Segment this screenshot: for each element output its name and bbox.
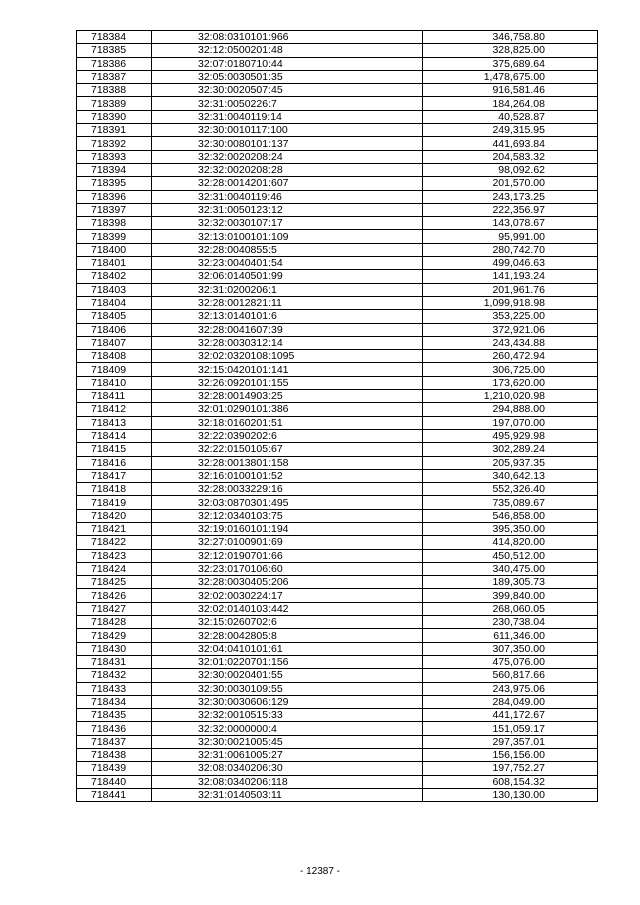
table-row	[77, 655, 598, 668]
amount-cell: 346,758.80	[423, 31, 598, 44]
record-id-cell: 718409	[77, 363, 152, 376]
table-row	[77, 323, 598, 336]
parcel-number-cell: 32:30:0020507:45	[152, 84, 423, 97]
table-row	[77, 31, 598, 44]
table-row	[77, 456, 598, 469]
amount-cell: 204,583.32	[423, 150, 598, 163]
record-id-cell: 718436	[77, 722, 152, 735]
amount-cell: 1,099,918.98	[423, 296, 598, 309]
parcel-number-cell: 32:13:0100101:109	[152, 230, 423, 243]
parcel-number-cell: 32:03:0870301:495	[152, 496, 423, 509]
table-row	[77, 270, 598, 283]
record-id-cell: 718398	[77, 217, 152, 230]
table-row	[77, 44, 598, 57]
record-id-cell: 718411	[77, 390, 152, 403]
amount-cell: 399,840.00	[423, 589, 598, 602]
parcel-number-cell: 32:31:0050123:12	[152, 203, 423, 216]
amount-cell: 98,092.62	[423, 163, 598, 176]
table-row	[77, 749, 598, 762]
record-id-cell: 718407	[77, 336, 152, 349]
table-row	[77, 762, 598, 775]
amount-cell: 441,172.67	[423, 709, 598, 722]
record-id-cell: 718432	[77, 669, 152, 682]
amount-cell: 222,356.97	[423, 203, 598, 216]
table-row	[77, 443, 598, 456]
amount-cell: 205,937.35	[423, 456, 598, 469]
record-id-cell: 718405	[77, 310, 152, 323]
table-row	[77, 110, 598, 123]
parcel-number-cell: 32:04:0410101:61	[152, 642, 423, 655]
record-id-cell: 718404	[77, 296, 152, 309]
table-row	[77, 124, 598, 137]
parcel-number-cell: 32:28:0014903:25	[152, 390, 423, 403]
amount-cell: 143,078.67	[423, 217, 598, 230]
table-row	[77, 722, 598, 735]
record-id-cell: 718393	[77, 150, 152, 163]
record-id-cell: 718402	[77, 270, 152, 283]
amount-cell: 611,346.00	[423, 629, 598, 642]
parcel-number-cell: 32:15:0420101:141	[152, 363, 423, 376]
record-id-cell: 718428	[77, 616, 152, 629]
parcel-number-cell: 32:19:0160101:194	[152, 522, 423, 535]
amount-cell: 197,752.27	[423, 762, 598, 775]
amount-cell: 499,046.63	[423, 257, 598, 270]
table-row	[77, 190, 598, 203]
record-id-cell: 718441	[77, 788, 152, 801]
parcel-number-cell: 32:23:0170106:60	[152, 562, 423, 575]
amount-cell: 916,581.46	[423, 84, 598, 97]
parcel-number-cell: 32:01:0220701:156	[152, 655, 423, 668]
record-id-cell: 718429	[77, 629, 152, 642]
record-id-cell: 718439	[77, 762, 152, 775]
parcel-number-cell: 32:27:0100901:69	[152, 536, 423, 549]
record-id-cell: 718391	[77, 124, 152, 137]
parcel-number-cell: 32:30:0020401:55	[152, 669, 423, 682]
table-row	[77, 469, 598, 482]
parcel-number-cell: 32:30:0021005:45	[152, 735, 423, 748]
parcel-number-cell: 32:12:0190701:66	[152, 549, 423, 562]
page-number: - 12387 -	[299, 866, 341, 877]
amount-cell: 546,858.00	[423, 509, 598, 522]
amount-cell: 307,350.00	[423, 642, 598, 655]
record-id-cell: 718440	[77, 775, 152, 788]
parcel-number-cell: 32:30:0080101:137	[152, 137, 423, 150]
table-row	[77, 695, 598, 708]
amount-cell: 230,738.04	[423, 616, 598, 629]
record-id-cell: 718387	[77, 70, 152, 83]
record-id-cell: 718424	[77, 562, 152, 575]
table-row	[77, 137, 598, 150]
table-row	[77, 177, 598, 190]
record-id-cell: 718385	[77, 44, 152, 57]
parcel-number-cell: 32:28:0013801:158	[152, 456, 423, 469]
table-row	[77, 496, 598, 509]
parcel-number-cell: 32:01:0290101:386	[152, 403, 423, 416]
table-row	[77, 483, 598, 496]
amount-cell: 260,472.94	[423, 350, 598, 363]
record-id-cell: 718415	[77, 443, 152, 456]
amount-cell: 243,173.25	[423, 190, 598, 203]
records-table-body	[77, 31, 598, 802]
amount-cell: 280,742.70	[423, 243, 598, 256]
record-id-cell: 718423	[77, 549, 152, 562]
table-row	[77, 536, 598, 549]
record-id-cell: 718410	[77, 376, 152, 389]
amount-cell: 1,210,020.98	[423, 390, 598, 403]
table-row	[77, 257, 598, 270]
table-row	[77, 509, 598, 522]
amount-cell: 735,089.67	[423, 496, 598, 509]
parcel-number-cell: 32:12:0340103:75	[152, 509, 423, 522]
amount-cell: 268,060.05	[423, 602, 598, 615]
parcel-number-cell: 32:16:0100101:52	[152, 469, 423, 482]
table-row	[77, 629, 598, 642]
parcel-number-cell: 32:32:0010515:33	[152, 709, 423, 722]
table-row	[77, 336, 598, 349]
record-id-cell: 718401	[77, 257, 152, 270]
table-row	[77, 376, 598, 389]
record-id-cell: 718394	[77, 163, 152, 176]
amount-cell: 297,357.01	[423, 735, 598, 748]
amount-cell: 353,225.00	[423, 310, 598, 323]
parcel-number-cell: 32:26:0920101:155	[152, 376, 423, 389]
parcel-number-cell: 32:28:0030312:14	[152, 336, 423, 349]
table-row	[77, 217, 598, 230]
record-id-cell: 718399	[77, 230, 152, 243]
record-id-cell: 718421	[77, 522, 152, 535]
parcel-number-cell: 32:28:0033229:16	[152, 483, 423, 496]
parcel-number-cell: 32:07:0180710:44	[152, 57, 423, 70]
table-row	[77, 310, 598, 323]
parcel-number-cell: 32:31:0061005:27	[152, 749, 423, 762]
record-id-cell: 718414	[77, 429, 152, 442]
table-row	[77, 70, 598, 83]
amount-cell: 340,642.13	[423, 469, 598, 482]
table-row	[77, 682, 598, 695]
amount-cell: 395,350.00	[423, 522, 598, 535]
amount-cell: 173,620.00	[423, 376, 598, 389]
table-row	[77, 602, 598, 615]
amount-cell: 130,130.00	[423, 788, 598, 801]
parcel-number-cell: 32:12:0500201:48	[152, 44, 423, 57]
table-row	[77, 84, 598, 97]
amount-cell: 475,076.00	[423, 655, 598, 668]
parcel-number-cell: 32:32:0000000:4	[152, 722, 423, 735]
parcel-number-cell: 32:28:0012821:11	[152, 296, 423, 309]
table-row	[77, 589, 598, 602]
record-id-cell: 718386	[77, 57, 152, 70]
amount-cell: 201,570.00	[423, 177, 598, 190]
amount-cell: 40,528.87	[423, 110, 598, 123]
parcel-number-cell: 32:31:0040119:46	[152, 190, 423, 203]
parcel-number-cell: 32:28:0042805:8	[152, 629, 423, 642]
table-row	[77, 576, 598, 589]
table-row	[77, 403, 598, 416]
parcel-number-cell: 32:23:0040401:54	[152, 257, 423, 270]
table-row	[77, 203, 598, 216]
record-id-cell: 718422	[77, 536, 152, 549]
parcel-number-cell: 32:22:0390202:6	[152, 429, 423, 442]
record-id-cell: 718408	[77, 350, 152, 363]
table-row	[77, 230, 598, 243]
table-row	[77, 429, 598, 442]
parcel-number-cell: 32:32:0030107:17	[152, 217, 423, 230]
amount-cell: 560,817.66	[423, 669, 598, 682]
table-row	[77, 522, 598, 535]
record-id-cell: 718406	[77, 323, 152, 336]
table-row	[77, 390, 598, 403]
record-id-cell: 718419	[77, 496, 152, 509]
parcel-number-cell: 32:30:0010117:100	[152, 124, 423, 137]
record-id-cell: 718438	[77, 749, 152, 762]
table-row	[77, 709, 598, 722]
record-id-cell: 718437	[77, 735, 152, 748]
parcel-number-cell: 32:30:0030109:55	[152, 682, 423, 695]
amount-cell: 184,264.08	[423, 97, 598, 110]
parcel-number-cell: 32:08:0310101:966	[152, 31, 423, 44]
record-id-cell: 718384	[77, 31, 152, 44]
table-row	[77, 669, 598, 682]
amount-cell: 95,991.00	[423, 230, 598, 243]
table-row	[77, 163, 598, 176]
parcel-number-cell: 32:02:0030224:17	[152, 589, 423, 602]
amount-cell: 249,315.95	[423, 124, 598, 137]
parcel-number-cell: 32:30:0030606:129	[152, 695, 423, 708]
table-row	[77, 296, 598, 309]
amount-cell: 495,929.98	[423, 429, 598, 442]
table-row	[77, 57, 598, 70]
table-row	[77, 97, 598, 110]
table-row	[77, 788, 598, 801]
record-id-cell: 718427	[77, 602, 152, 615]
table-row	[77, 363, 598, 376]
table-row	[77, 350, 598, 363]
table-row	[77, 243, 598, 256]
record-id-cell: 718430	[77, 642, 152, 655]
amount-cell: 156,156.00	[423, 749, 598, 762]
amount-cell: 441,693.84	[423, 137, 598, 150]
amount-cell: 608,154.32	[423, 775, 598, 788]
parcel-number-cell: 32:02:0140103:442	[152, 602, 423, 615]
table-row	[77, 775, 598, 788]
parcel-number-cell: 32:28:0040855:5	[152, 243, 423, 256]
parcel-number-cell: 32:15:0260702:6	[152, 616, 423, 629]
table-row	[77, 283, 598, 296]
amount-cell: 302,289.24	[423, 443, 598, 456]
parcel-number-cell: 32:32:0020208:24	[152, 150, 423, 163]
amount-cell: 243,975.06	[423, 682, 598, 695]
record-id-cell: 718395	[77, 177, 152, 190]
amount-cell: 1,478,675.00	[423, 70, 598, 83]
record-id-cell: 718416	[77, 456, 152, 469]
table-row	[77, 150, 598, 163]
amount-cell: 197,070.00	[423, 416, 598, 429]
table-row	[77, 562, 598, 575]
table-row	[77, 549, 598, 562]
parcel-number-cell: 32:22:0150105:67	[152, 443, 423, 456]
parcel-number-cell: 32:13:0140101:6	[152, 310, 423, 323]
record-id-cell: 718417	[77, 469, 152, 482]
amount-cell: 189,305.73	[423, 576, 598, 589]
record-id-cell: 718434	[77, 695, 152, 708]
amount-cell: 151,059.17	[423, 722, 598, 735]
parcel-number-cell: 32:02:0320108:1095	[152, 350, 423, 363]
parcel-number-cell: 32:28:0030405:206	[152, 576, 423, 589]
record-id-cell: 718413	[77, 416, 152, 429]
parcel-number-cell: 32:18:0160201:51	[152, 416, 423, 429]
record-id-cell: 718425	[77, 576, 152, 589]
amount-cell: 328,825.00	[423, 44, 598, 57]
record-id-cell: 718433	[77, 682, 152, 695]
record-id-cell: 718418	[77, 483, 152, 496]
table-row	[77, 616, 598, 629]
amount-cell: 414,820.00	[423, 536, 598, 549]
record-id-cell: 718396	[77, 190, 152, 203]
amount-cell: 201,961.76	[423, 283, 598, 296]
record-id-cell: 718392	[77, 137, 152, 150]
record-id-cell: 718397	[77, 203, 152, 216]
record-id-cell: 718390	[77, 110, 152, 123]
record-id-cell: 718388	[77, 84, 152, 97]
amount-cell: 284,049.00	[423, 695, 598, 708]
table-row	[77, 416, 598, 429]
parcel-number-cell: 32:32:0020208:28	[152, 163, 423, 176]
parcel-number-cell: 32:31:0140503:11	[152, 788, 423, 801]
record-id-cell: 718412	[77, 403, 152, 416]
record-id-cell: 718400	[77, 243, 152, 256]
amount-cell: 552,326.40	[423, 483, 598, 496]
record-id-cell: 718420	[77, 509, 152, 522]
record-id-cell: 718431	[77, 655, 152, 668]
record-id-cell: 718435	[77, 709, 152, 722]
parcel-number-cell: 32:31:0050226:7	[152, 97, 423, 110]
amount-cell: 243,434.88	[423, 336, 598, 349]
parcel-number-cell: 32:05:0030501:35	[152, 70, 423, 83]
parcel-number-cell: 32:08:0340206:118	[152, 775, 423, 788]
parcel-number-cell: 32:28:0041607:39	[152, 323, 423, 336]
table-row	[77, 642, 598, 655]
amount-cell: 375,689.64	[423, 57, 598, 70]
record-id-cell: 718389	[77, 97, 152, 110]
parcel-number-cell: 32:31:0040119:14	[152, 110, 423, 123]
parcel-number-cell: 32:28:0014201:607	[152, 177, 423, 190]
record-id-cell: 718403	[77, 283, 152, 296]
record-id-cell: 718426	[77, 589, 152, 602]
amount-cell: 340,475.00	[423, 562, 598, 575]
amount-cell: 294,888.00	[423, 403, 598, 416]
amount-cell: 450,512.00	[423, 549, 598, 562]
amount-cell: 372,921.06	[423, 323, 598, 336]
records-table	[76, 30, 598, 802]
amount-cell: 141,193.24	[423, 270, 598, 283]
amount-cell: 306,725.00	[423, 363, 598, 376]
table-row	[77, 735, 598, 748]
parcel-number-cell: 32:31:0200206:1	[152, 283, 423, 296]
parcel-number-cell: 32:08:0340206:30	[152, 762, 423, 775]
parcel-number-cell: 32:06:0140501:99	[152, 270, 423, 283]
